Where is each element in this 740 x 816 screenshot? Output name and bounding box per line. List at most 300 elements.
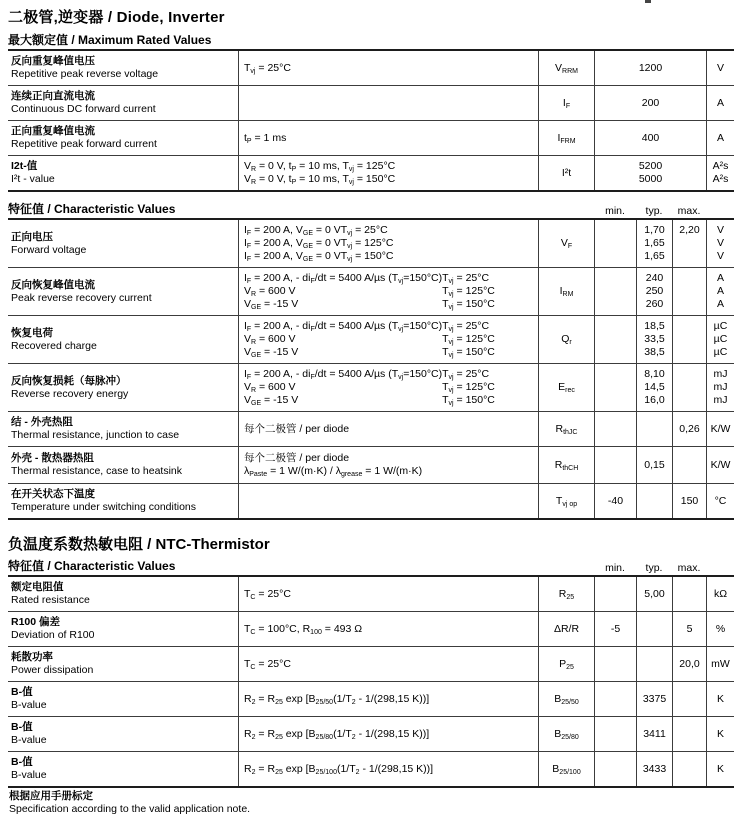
column-header-max: max. (677, 562, 701, 574)
tvj-lines (442, 320, 495, 359)
param-name-cell (8, 647, 238, 681)
symbol-cell (538, 412, 594, 446)
max-rated-table (8, 51, 734, 192)
unit-cell (706, 577, 734, 611)
unit-cell (706, 220, 734, 267)
footnote-en: Specification according to the valid application note. (9, 803, 251, 815)
unit-cell (706, 717, 734, 751)
symbol-cell (538, 682, 594, 716)
param-name-en: Rated resistance (11, 594, 90, 606)
condition-text: $R_2 = R_{25}$ $\exp [B_{25/100}(1/T_2 - 1/(298,15$ K))] (244, 762, 434, 776)
table-row (8, 577, 734, 612)
param-name-en: B-value (11, 769, 47, 781)
column-header-min: min. (605, 205, 625, 217)
param-name-zh: 正向重复峰值电流 (11, 125, 95, 137)
max-cell (672, 577, 706, 611)
param-name-zh: 连续正向直流电流 (11, 90, 95, 102)
conditions-cell (238, 717, 538, 751)
param-name-en: Peak reverse recovery current (11, 291, 152, 304)
symbol-cell (538, 51, 594, 85)
condition-text: $I_F = 200$ A, $V_{GE} = 0$ V (244, 250, 341, 263)
section-heading-characteristic (8, 200, 734, 220)
condition-text: $T_C = 25^\circ C$ (244, 657, 291, 671)
param-name-cell (8, 484, 238, 518)
param-name-zh: I2t-值 (11, 160, 38, 172)
min-cell (594, 268, 636, 315)
typ-value: 16,0 (644, 394, 665, 406)
conditions-cell (238, 752, 538, 786)
conditions-cell (238, 447, 538, 483)
param-name-cell (8, 577, 238, 611)
param-name-en: Thermal resistance, case to heatsink (11, 465, 182, 477)
conditions-cell (238, 577, 538, 611)
min-cell (594, 577, 636, 611)
param-name-cell (8, 752, 238, 786)
param-name-cell (8, 682, 238, 716)
table-row (8, 364, 734, 412)
conditions-cell (238, 220, 538, 267)
symbol: $B_{25/100}$ (552, 762, 581, 776)
typ-value: 1,65 (644, 237, 665, 249)
param-name-cell (8, 121, 238, 155)
symbol: I²t (561, 166, 572, 179)
conditions-cell (238, 682, 538, 716)
unit-cell (706, 447, 734, 483)
max-value: 150 (680, 494, 699, 507)
condition-lines (244, 452, 422, 478)
min-cell (594, 484, 636, 518)
param-name-cell (8, 51, 238, 85)
max-value: 5 (686, 622, 693, 635)
max-cell (672, 682, 706, 716)
typ-cell (636, 316, 672, 363)
param-name-en: Thermal resistance, junction to case (11, 429, 180, 441)
max-cell (672, 647, 706, 681)
max-value: 20,0 (679, 657, 700, 670)
param-name-en: Power dissipation (11, 664, 94, 676)
conditions-cell (238, 316, 538, 363)
condition-text: $V_R = 600$ V (244, 381, 296, 394)
min-cell (594, 447, 636, 483)
min-cell (594, 647, 636, 681)
tvj-text: $T_{vj} = 125^\circ C$ (442, 381, 495, 394)
min-cell (594, 220, 636, 267)
max-cell (672, 447, 706, 483)
symbol: $B_{25/50}$ (554, 692, 579, 706)
table-row (8, 412, 734, 447)
min-cell (594, 364, 636, 411)
param-name-en: B-value (11, 734, 47, 746)
unit-cell (706, 412, 734, 446)
param-name-cell (8, 364, 238, 411)
condition-text: $I_F = 200$ A, - $di_F/dt = 5400$ A/µs $(T_{vj}=150^\circ C)$ (244, 368, 443, 381)
typ-cell (636, 717, 672, 751)
unit: A (716, 272, 724, 284)
typ-cell (636, 752, 672, 786)
param-name-zh: 恢复电荷 (11, 326, 53, 339)
tvj-text: $T_{vj} = 150^\circ C$ (442, 298, 495, 311)
conditions-cell (238, 51, 538, 85)
condition-text: $V_R = 600$ V (244, 285, 296, 298)
min-value: -5 (610, 622, 621, 635)
typ-cell (636, 577, 672, 611)
param-name-cell (8, 156, 238, 190)
param-name-cell (8, 412, 238, 446)
typ-cell (636, 682, 672, 716)
unit-cell (706, 316, 734, 363)
param-name-zh: B-值 (11, 756, 33, 768)
column-header-max: max. (677, 205, 701, 217)
unit-cell (706, 121, 734, 155)
symbol: $I_{FRM}$ (557, 131, 576, 145)
value-cell (594, 121, 706, 155)
table-row (8, 268, 734, 316)
symbol: $I_{RM}$ (559, 285, 574, 298)
max-cell (672, 268, 706, 315)
characteristic-table (8, 220, 734, 520)
section-heading-max-rated (8, 31, 734, 51)
table-row (8, 612, 734, 647)
table-row (8, 682, 734, 717)
symbol: $Q_r$ (561, 333, 572, 346)
typ-value: 38,5 (644, 346, 665, 358)
unit: A (716, 96, 724, 109)
condition-text: $t_P = 1$ ms (244, 131, 287, 145)
typ-value: 3411 (643, 727, 666, 740)
value-cell (594, 86, 706, 120)
param-name-zh: 反向重复峰值电压 (11, 55, 95, 67)
conditions-cell (238, 268, 538, 315)
max-cell (672, 316, 706, 363)
typ-value: 250 (645, 285, 664, 297)
typ-value: 18,5 (644, 320, 665, 332)
param-name-en: Temperature under switching conditions (11, 501, 197, 513)
tvj-text: $T_{vj} = 150^\circ C$ (340, 250, 394, 263)
min-cell (594, 316, 636, 363)
typ-value: 1,65 (644, 250, 665, 262)
min-cell (594, 412, 636, 446)
param-name-en: B-value (11, 699, 47, 711)
unit-cell (706, 752, 734, 786)
unit: K/W (710, 458, 731, 471)
table-row (8, 220, 734, 268)
param-name-cell (8, 447, 238, 483)
typ-value: 8,10 (644, 368, 665, 380)
tvj-text: $T_{vj} = 25^\circ C$ (340, 224, 388, 237)
condition-lines (244, 160, 395, 186)
unit: K (716, 727, 724, 740)
typ-cell (636, 364, 672, 411)
unit: µC (713, 320, 728, 332)
typ-value: 3375 (642, 692, 667, 705)
tvj-lines (442, 368, 495, 407)
min-value: -40 (607, 494, 624, 507)
tvj-text: $T_{vj} = 25^\circ C$ (442, 368, 490, 381)
unit: A (716, 298, 724, 310)
table-row (8, 484, 734, 518)
unit: A²s (712, 173, 729, 185)
table-row (8, 86, 734, 121)
condition-text: 每个二极管 / per diode (244, 452, 350, 464)
unit-cell (706, 364, 734, 411)
symbol-cell (538, 268, 594, 315)
symbol-cell (538, 447, 594, 483)
table-row (8, 156, 734, 190)
max-cell (672, 752, 706, 786)
condition-text: $T_C = 100^\circ C$, $R_{100} = 493$ Ω (244, 622, 363, 636)
condition-text: $\lambda_{Paste} = 1$ $W/(m\cdot K) / \lambda_{grease} = 1$ W/(m·K) (244, 465, 423, 478)
typ-cell (636, 647, 672, 681)
unit: µC (713, 346, 728, 358)
param-name-cell (8, 316, 238, 363)
unit: mJ (713, 394, 728, 406)
conditions-cell (238, 121, 538, 155)
typ-value: 0,15 (644, 458, 665, 471)
symbol-cell (538, 752, 594, 786)
unit-cell (706, 156, 734, 190)
param-name-en: Repetitive peak forward current (11, 138, 157, 150)
max-value: 0,26 (679, 422, 700, 435)
table-row (8, 121, 734, 156)
value-cell (594, 51, 706, 85)
table-row (8, 717, 734, 752)
unit: V (716, 224, 724, 236)
unit: A²s (712, 160, 729, 172)
typ-cell (636, 447, 672, 483)
param-name-cell (8, 268, 238, 315)
symbol: $R_{25}$ (558, 587, 575, 601)
min-cell (594, 752, 636, 786)
param-name-en: Recovered charge (11, 339, 97, 352)
conditions-cell (238, 156, 538, 190)
conditions-cell (238, 612, 538, 646)
typ-cell (636, 484, 672, 518)
tvj-text: $T_{vj} = 150^\circ C$ (442, 394, 495, 407)
param-name-en: Repetitive peak reverse voltage (11, 68, 159, 80)
section-title-characteristic: 特征值 / Characteristic Values (8, 202, 176, 216)
tvj-lines (442, 272, 495, 311)
condition-text: $T_{vj} = 25^\circ C$ (244, 61, 291, 75)
max-cell (672, 717, 706, 751)
symbol-cell (538, 220, 594, 267)
condition-text: $V_R = 0$ V, $t_P = 10$ ms, $T_{vj} = 125^\circ C$ (244, 160, 396, 173)
condition-text: $I_F = 200$ A, $V_{GE} = 0$ V (244, 237, 341, 250)
symbol-cell (538, 717, 594, 751)
column-header-typ: typ. (645, 562, 663, 574)
symbol: $I_F$ (562, 96, 571, 110)
table-row (8, 51, 734, 86)
symbol-cell (538, 156, 594, 190)
conditions-cell (238, 412, 538, 446)
min-cell (594, 682, 636, 716)
condition-text: $I_F = 200$ A, - $di_F/dt = 5400$ A/µs $(T_{vj}=150^\circ C)$ (244, 320, 443, 333)
unit-cell (706, 51, 734, 85)
unit: V (716, 237, 724, 249)
symbol: $T_{vj op}$ (555, 494, 578, 508)
param-name-cell (8, 220, 238, 267)
param-name-cell (8, 717, 238, 751)
column-header-typ: typ. (645, 205, 663, 217)
unit: mJ (713, 368, 728, 380)
unit: V (716, 61, 724, 74)
symbol-cell (538, 484, 594, 518)
max-cell (672, 412, 706, 446)
condition-text: $V_R = 0$ V, $t_P = 10$ ms, $T_{vj} = 150^\circ C$ (244, 173, 396, 186)
value: 1200 (638, 61, 663, 74)
value: 400 (641, 131, 660, 144)
value: 5200 (638, 160, 663, 172)
page-crop-artifact (645, 0, 651, 3)
footnote-zh: 根据应用手册标定 (9, 790, 93, 802)
section-heading-ntc (8, 557, 734, 577)
param-name-zh: 结 - 外壳热阻 (11, 416, 73, 428)
tvj-lines (341, 224, 394, 263)
param-name-zh: 反向恢复峰值电流 (11, 278, 95, 291)
condition-text: $V_{GE} = -15$ V (244, 346, 299, 359)
max-cell (672, 484, 706, 518)
symbol: $R_{thCH}$ (554, 458, 579, 472)
typ-value: 33,5 (644, 333, 665, 345)
footnote (8, 788, 734, 816)
table-row (8, 447, 734, 484)
symbol-cell (538, 86, 594, 120)
column-header-min: min. (605, 562, 625, 574)
max-value: 2,20 (679, 224, 700, 236)
ntc-table (8, 577, 734, 788)
conditions-cell (238, 364, 538, 411)
param-name-zh: B-值 (11, 686, 33, 698)
typ-value: 260 (645, 298, 664, 310)
symbol: $V_{RRM}$ (555, 61, 578, 75)
param-name-zh: 耗散功率 (11, 651, 53, 663)
value: 200 (641, 96, 660, 109)
param-name-cell (8, 86, 238, 120)
symbol-cell (538, 316, 594, 363)
symbol: $P_{25}$ (559, 657, 574, 671)
unit-cell (706, 682, 734, 716)
min-cell (594, 612, 636, 646)
table-row (8, 647, 734, 682)
conditions-cell (238, 647, 538, 681)
tvj-text: $T_{vj} = 25^\circ C$ (442, 272, 490, 285)
condition-text: $V_R = 600$ V (244, 333, 296, 346)
condition-lines (244, 320, 442, 359)
tvj-text: $T_{vj} = 150^\circ C$ (442, 346, 495, 359)
unit: V (716, 250, 724, 262)
typ-value: 3433 (642, 762, 667, 775)
condition-text: $I_F = 200$ A, - $di_F/dt = 5400$ A/µs $(T_{vj}=150^\circ C)$ (244, 272, 443, 285)
param-name-en: Forward voltage (11, 243, 87, 256)
param-name-zh: 在开关状态下温度 (11, 488, 95, 500)
unit: µC (713, 333, 728, 345)
max-cell (672, 612, 706, 646)
unit-cell (706, 268, 734, 315)
condition-text: $T_C = 25^\circ C$ (244, 587, 291, 601)
param-name-zh: B-值 (11, 721, 33, 733)
param-name-en: Reverse recovery energy (11, 387, 129, 400)
symbol: $V_F$ (560, 237, 573, 250)
symbol-cell (538, 612, 594, 646)
symbol-cell (538, 647, 594, 681)
symbol-cell (538, 121, 594, 155)
typ-cell (636, 268, 672, 315)
unit: K (716, 762, 724, 775)
table-row (8, 316, 734, 364)
condition-text: $R_2 = R_{25}$ $\exp [B_{25/50}(1/T_2 - 1/(298,15$ K))] (244, 692, 430, 706)
param-name-en: I²t - value (11, 173, 55, 185)
symbol-cell (538, 577, 594, 611)
tvj-text: $T_{vj} = 25^\circ C$ (442, 320, 490, 333)
tvj-text: $T_{vj} = 125^\circ C$ (340, 237, 394, 250)
param-name-zh: R100 偏差 (11, 616, 61, 628)
unit: A (716, 285, 724, 297)
param-name-en: Deviation of R100 (11, 629, 95, 641)
conditions-cell (238, 484, 538, 518)
typ-value: 14,5 (644, 381, 665, 393)
typ-value: 240 (645, 272, 664, 284)
typ-value: 5,00 (644, 587, 665, 600)
unit-cell (706, 647, 734, 681)
max-cell (672, 220, 706, 267)
unit: % (715, 622, 726, 635)
condition-lines (244, 224, 341, 263)
param-name-cell (8, 612, 238, 646)
min-cell (594, 717, 636, 751)
tvj-text: $T_{vj} = 125^\circ C$ (442, 333, 495, 346)
unit: mJ (713, 381, 728, 393)
unit: kΩ (713, 587, 728, 600)
page-title: 二极管,逆变器 / Diode, Inverter (8, 9, 225, 26)
condition-text: 每个二极管 / per diode (244, 422, 350, 435)
param-name-zh: 反向恢复损耗（每脉冲） (11, 374, 127, 387)
ntc-section-title: 负温度系数热敏电阻 / NTC-Thermistor (8, 536, 270, 553)
max-cell (672, 364, 706, 411)
typ-cell (636, 220, 672, 267)
condition-text: $V_{GE} = -15$ V (244, 394, 299, 407)
condition-text: $V_{GE} = -15$ V (244, 298, 299, 311)
value: 5000 (638, 173, 663, 185)
param-name-zh: 正向电压 (11, 230, 53, 243)
condition-text: $R_2 = R_{25}$ $\exp [B_{25/80}(1/T_2 - 1/(298,15$ K))] (244, 727, 430, 741)
param-name-zh: 外壳 - 散热器热阻 (11, 452, 94, 464)
conditions-cell (238, 86, 538, 120)
typ-value: 1,70 (644, 224, 665, 236)
value-cell (594, 156, 706, 190)
condition-lines (244, 272, 442, 311)
unit-cell (706, 484, 734, 518)
unit: mW (711, 657, 730, 670)
condition-lines (244, 368, 442, 407)
unit: K (716, 692, 724, 705)
symbol: $R_{thJC}$ (555, 422, 578, 436)
symbol: $E_{rec}$ (558, 381, 575, 394)
symbol: ΔR/R (553, 622, 580, 635)
unit: K/W (710, 422, 731, 435)
tvj-text: $T_{vj} = 125^\circ C$ (442, 285, 495, 298)
unit-cell (706, 86, 734, 120)
unit: °C (714, 494, 727, 507)
typ-cell (636, 612, 672, 646)
typ-cell (636, 412, 672, 446)
section-title-ntc: 特征值 / Characteristic Values (8, 559, 176, 573)
unit: A (716, 131, 724, 144)
condition-text: $I_F = 200$ A, $V_{GE} = 0$ V (244, 224, 341, 237)
table-row (8, 752, 734, 786)
symbol: $B_{25/80}$ (554, 727, 579, 741)
unit-cell (706, 612, 734, 646)
section-title-max-rated: 最大额定值 / Maximum Rated Values (8, 33, 212, 47)
param-name-en: Continuous DC forward current (11, 103, 156, 115)
